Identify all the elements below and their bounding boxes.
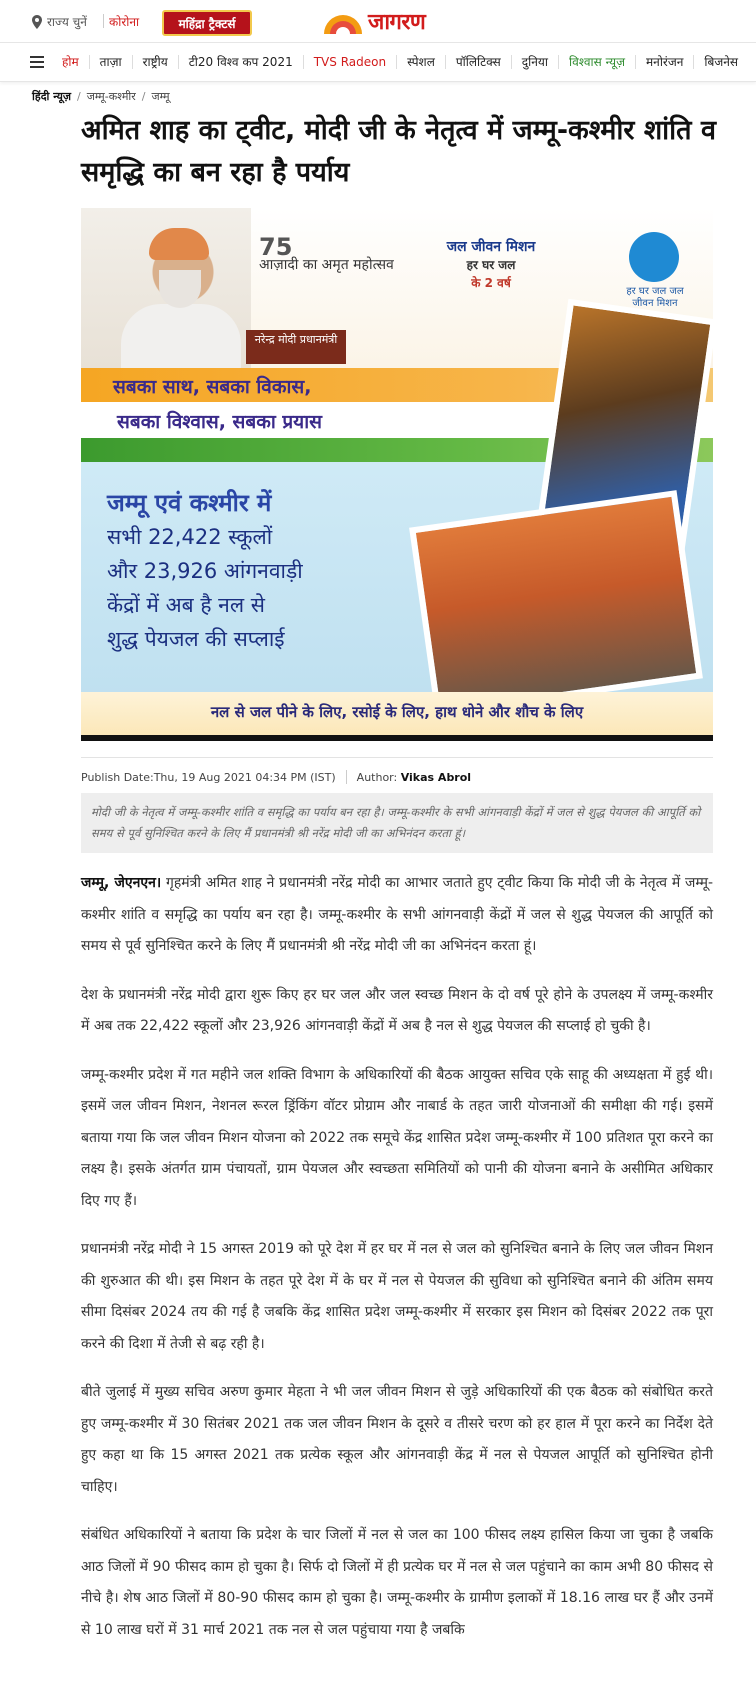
- paragraph: जम्मू-कश्मीर प्रदेश में गत महीने जल शक्ति विभाग के अधिकारियों की बैठक आयुक्त सचिव एके साहू की अध्यक्षता में हुई थी। इसमें जल जीवन मिशन, नेशनल रूरल ड्रिंकिंग वॉटर प्रोग्राम और नाबार्ड के तहत जारी योजनाओं की समीक्षा की गई। इसमें बताया गया कि जल जीवन मिशन योजना को 2022 तक समूचे केंद्र शासित प्रदेश जम्मू-कश्मीर में 100 प्रतिशत पूरा करने का लक्ष्य है। इसके अंतर्गत ग्राम पंचायतों, ग्राम पेयजल और स्वच्छता समितियों को पानी की योजना बनाने के असीमित अधिकार दिए गए हैं।: [81, 1066, 713, 1209]
- main-nav: [0, 42, 756, 82]
- breadcrumb-separator: /: [77, 90, 81, 103]
- nav-item[interactable]: विश्वास न्यूज़: [559, 55, 636, 69]
- paragraph: बीते जुलाई में मुख्य सचिव अरुण कुमार मेहता ने भी जल जीवन मिशन से जुड़े अधिकारियों की एक बैठक को संबोधित करते हुए जम्मू-कश्मीर में 30 सितंबर 2021 तक जल जीवन मिशन के दूसरे व तीसरे चरण को हर हाल में पूरा करने का निर्देश देते हुए कहा था कि 15 अगस्त 2021 तक प्रत्येक स्कूल और आंगनवाड़ी केंद्र में नल से पेयजल आपूर्ति को सुनिश्चित होनी चाहिए।: [81, 1384, 713, 1495]
- nav-item[interactable]: बिजनेस: [704, 55, 739, 69]
- paragraph: देश के प्रधानमंत्री नरेंद्र मोदी द्वारा शुरू किए हर घर जल और जल स्वच्छ मिशन के दो वर्ष पूरे होने के उपलक्ष्य में जम्मू-कश्मीर में अब तक 22,422 स्कूलों और 23,926 आंगनवाड़ी केंद्रों में अब है नल से शुद्ध पेयजल की सप्लाई हो चुकी है।: [81, 986, 713, 1034]
- logo-text: जागरण: [368, 9, 426, 35]
- mahindra-tractors-ad[interactable]: महिंद्रा ट्रैक्टर्स: [162, 10, 252, 36]
- water-tap-icon: [629, 232, 679, 282]
- slogan-line-1: सबका साथ, सबका विकास,: [113, 376, 312, 398]
- nav-item[interactable]: टी20 विश्व कप 2021: [179, 55, 304, 69]
- article-summary: मोदी जी के नेतृत्व में जम्मू-कश्मीर शांति व समृद्धि का पर्याय बन रहा है। जम्मू-कश्मीर के सभी आंगनवाड़ी केंद्रों में जल से शुद्ध पेयजल की आपूर्ति को समय से पूर्व सुनिश्चित करने के लिए मैं प्रधानमंत्री श्री नरेंद्र मोदी जी का अभिनंदन करता हूं।: [81, 793, 713, 853]
- azadi-amrit-mahotsav-logo: 75 आज़ादी का अमृत महोत्सव: [259, 233, 394, 273]
- article-meta: [81, 767, 471, 787]
- stats-text: जम्मू एवं कश्मीर में सभी 22,422 स्कूलों और 23,926 आंगनवाड़ी केंद्रों में अब है नल से शुद्ध पेयजल की सप्लाई: [107, 489, 303, 651]
- nav-item[interactable]: TVS Radeon: [304, 55, 397, 69]
- breadcrumb-separator: /: [141, 90, 146, 103]
- pm-name-tag: नरेन्द्र मोदी प्रधानमंत्री: [246, 330, 346, 364]
- hero-bottom-caption: नल से जल पीने के लिए, रसोई के लिए, हाथ धोने और शौच के लिए: [210, 703, 584, 721]
- hero-image: [81, 208, 713, 741]
- author-name[interactable]: Vikas Abrol: [400, 770, 472, 784]
- nav-item[interactable]: पॉलिटिक्स: [446, 55, 512, 69]
- breadcrumb-home[interactable]: हिंदी न्यूज़: [32, 90, 71, 103]
- dateline: जम्मू, जेएनएन।: [81, 875, 162, 891]
- paragraph: प्रधानमंत्री नरेंद्र मोदी ने 15 अगस्त 2019 को पूरे देश में हर घर में नल से जल को सुनिश्चित बनाने के लिए जल जीवन मिशन की शुरुआत की थी। इस मिशन के तहत पूरे देश में के घर में नल से पेयजल की सुविधा को सुनिश्चित बनाने की अंतिम समय सीमा दिसंबर 2024 तय की गई है जबकि केंद्र शासित प्रदेश जम्मू-कश्मीर में सरकार इस मिशन को दिसंबर 2022 तक पूरा करने की दिशा में तेजी से बढ़ रही है।: [81, 1241, 713, 1352]
- corona-link[interactable]: कोरोना: [109, 15, 140, 29]
- top-bar: [0, 0, 756, 42]
- page-title: अमित शाह का ट्वीट, मोदी जी के नेतृत्व में जम्मू-कश्मीर शांति व समृद्धि का बन रहा है पर्याय: [81, 115, 716, 188]
- paragraph: जम्मू, जेएनएन। गृहमंत्री अमित शाह ने प्रधानमंत्री नरेंद्र मोदी का आभार जताते हुए ट्वीट किया कि मोदी जी के नेतृत्व में जम्मू-कश्मीर शांति व समृद्धि का पर्याय बन रहा है। जम्मू-कश्मीर के सभी आंगनवाड़ी केंद्रों में जल से शुद्ध पेयजल की आपूर्ति को समय से पूर्व सुनिश्चित करने के लिए मैं प्रधानमंत्री श्री नरेंद्र मोदी जी का अभिनंदन करता हूं।: [81, 875, 713, 954]
- state-selector-label: राज्य चुनें: [47, 15, 87, 29]
- nav-item[interactable]: राष्ट्रीय: [133, 55, 179, 69]
- location-pin-icon: [32, 15, 42, 29]
- school-group-photo: [409, 490, 703, 716]
- publish-date: Publish Date:Thu, 19 Aug 2021 04:34 PM (IST): [81, 770, 336, 784]
- sun-logo-icon: [320, 8, 366, 34]
- jagran-logo[interactable]: [320, 6, 425, 36]
- breadcrumb: [32, 89, 170, 104]
- har-ghar-jal-logo-text: हर घर जल जल जीवन मिशन: [626, 286, 684, 309]
- nav-items: [52, 43, 748, 81]
- divider: [81, 757, 713, 758]
- nav-item[interactable]: दुनिया: [512, 55, 559, 69]
- article-body: [81, 868, 713, 1663]
- hamburger-menu-icon[interactable]: [30, 56, 44, 68]
- slogan-line-2: सबका विश्वास, सबका प्रयास: [117, 411, 322, 433]
- nav-item[interactable]: होम: [52, 55, 90, 69]
- nav-item[interactable]: स्पेशल: [397, 55, 446, 69]
- paragraph: संबंधित अधिकारियों ने बताया कि प्रदेश के चार जिलों में नल से जल का 100 फीसद लक्ष्य हासिल किया जा चुका है जबकि आठ जिलों में 90 फीसद काम हो चुका है। सिर्फ दो जिलों में ही प्रत्येक घर में नल से जल पहुंचाने का काम अभी 80 फीसद से नीचे है। शेष आठ जिलों में 80-90 फीसद काम हो चुका है। जम्मू-कश्मीर के ग्रामीण इलाकों में 18.16 लाख घर हैं और उनमें से 10 लाख घरों में 31 मार्च 2021 तक नल से जल पहुंचाया गया है जबकि: [81, 1527, 713, 1638]
- divider: [103, 14, 104, 28]
- author-label: Author:: [356, 770, 398, 784]
- nav-item[interactable]: ताज़ा: [90, 55, 133, 69]
- jal-jeevan-mission-title: जल जीवन मिशन हर घर जल के 2 वर्ष: [446, 239, 536, 290]
- divider: [346, 770, 347, 784]
- breadcrumb-jammu[interactable]: जम्मू: [151, 90, 170, 103]
- breadcrumb-jammu-kashmir[interactable]: जम्मू-कश्मीर: [86, 90, 136, 103]
- state-selector[interactable]: [32, 13, 87, 30]
- nav-item[interactable]: मनोरंजन: [636, 55, 694, 69]
